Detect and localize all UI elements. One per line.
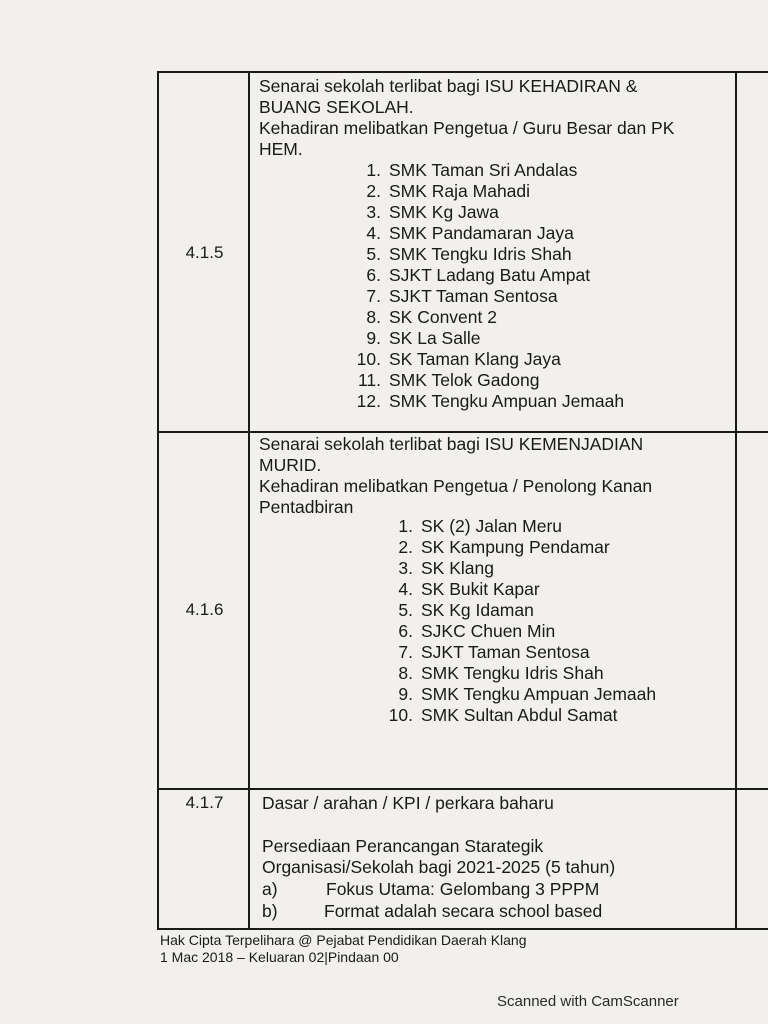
list-item [383, 579, 656, 600]
item-number: 6. [398, 621, 413, 641]
body-line: Persediaan Perancangan Starategik [262, 836, 544, 856]
title-line: Senarai sekolah terlibat bagi ISU KEMENJADIAN [259, 434, 644, 454]
row-heading: Dasar / arahan / KPI / perkara baharu [262, 793, 554, 813]
list-item [383, 684, 656, 705]
body-line: Organisasi/Sekolah bagi 2021-2025 (5 tahun) [262, 857, 616, 877]
item-text: SMK Taman Sri Andalas [389, 160, 578, 180]
list-item [383, 558, 656, 579]
item-text: SMK Tengku Ampuan Jemaah [389, 391, 625, 411]
item-number: 10. [388, 705, 413, 725]
list-item [383, 705, 656, 726]
list-item [351, 265, 624, 286]
list-item [351, 202, 624, 223]
row-number: 4.1.7 [185, 793, 224, 812]
item-number: 5. [398, 600, 413, 620]
list-item [351, 181, 624, 202]
document-table [157, 71, 768, 930]
item-number: 4. [398, 579, 413, 599]
list-item [351, 286, 624, 307]
item-text: SK Kg Idaman [421, 600, 534, 620]
item-number: 9. [366, 328, 381, 348]
list-item [383, 663, 656, 684]
item-number: 7. [366, 286, 381, 306]
list-item [351, 307, 624, 328]
item-number: 5. [366, 244, 381, 264]
title-line: BUANG SEKOLAH. [259, 97, 414, 117]
item-text: SMK Tengku Ampuan Jemaah [421, 684, 657, 704]
footer [160, 932, 527, 966]
item-text: SJKT Ladang Batu Ampat [389, 265, 591, 285]
sub-item-text: Format adalah secara school based [324, 901, 603, 921]
sub-item [262, 879, 599, 900]
item-text: SMK Tengku Idris Shah [421, 663, 604, 683]
item-text: SK Kampung Pendamar [421, 537, 610, 557]
note-line: Kehadiran melibatkan Pengetua / Penolong Kanan [259, 476, 653, 496]
item-text: SMK Sultan Abdul Samat [421, 705, 618, 725]
item-number: 2. [398, 537, 413, 557]
list-item [351, 349, 624, 370]
item-text: SK Convent 2 [389, 307, 497, 327]
item-text: SMK Kg Jawa [389, 202, 499, 222]
sub-item-label: a) [262, 879, 278, 899]
item-text: SK Klang [421, 558, 494, 578]
item-number: 12. [356, 391, 381, 411]
list-item [383, 516, 656, 537]
list-item [383, 621, 656, 642]
item-number: 1. [366, 160, 381, 180]
item-number: 11. [357, 370, 381, 390]
row-divider-2 [157, 788, 768, 790]
list-item [351, 391, 624, 412]
school-list [383, 516, 656, 726]
item-number: 2. [366, 181, 381, 201]
item-number: 8. [398, 663, 413, 683]
row-title [259, 434, 652, 518]
item-number: 4. [366, 223, 381, 243]
item-text: SMK Pandamaran Jaya [389, 223, 574, 243]
list-item [351, 160, 624, 181]
row-number: 4.1.5 [185, 243, 224, 262]
sub-item-text: Fokus Utama: Gelombang 3 PPPM [326, 879, 600, 899]
item-number: 9. [398, 684, 413, 704]
item-text: SK Bukit Kapar [421, 579, 540, 599]
list-item [383, 642, 656, 663]
footer-copyright: Hak Cipta Terpelihara @ Pejabat Pendidikan Daerah Klang [160, 932, 527, 948]
title-line: MURID. [259, 455, 322, 475]
school-list [351, 160, 624, 412]
item-number: 3. [398, 558, 413, 578]
item-text: SMK Telok Gadong [389, 370, 540, 390]
item-number: 3. [366, 202, 381, 222]
note-line: Kehadiran melibatkan Pengetua / Guru Besar dan PK [259, 118, 675, 138]
item-number: 1. [398, 516, 413, 536]
note-line: Pentadbiran [259, 497, 354, 517]
row-title [259, 76, 674, 160]
item-number: 10. [356, 349, 381, 369]
item-text: SK (2) Jalan Meru [421, 516, 563, 536]
item-text: SMK Raja Mahadi [389, 181, 531, 201]
list-item [351, 370, 624, 391]
footer-version: 1 Mac 2018 – Keluaran 02|Pindaan 00 [160, 949, 399, 965]
sub-item [262, 901, 602, 922]
row-body [262, 836, 615, 878]
title-line: Senarai sekolah terlibat bagi ISU KEHADIRAN & [259, 76, 638, 96]
item-number: 7. [398, 642, 413, 662]
item-text: SJKT Taman Sentosa [421, 642, 590, 662]
item-text: SJKC Chuen Min [421, 621, 556, 641]
row-number: 4.1.6 [185, 600, 224, 619]
row-divider-1 [157, 431, 768, 433]
item-number: 6. [366, 265, 381, 285]
list-item [383, 537, 656, 558]
list-item [351, 223, 624, 244]
list-item [383, 600, 656, 621]
list-item [351, 244, 624, 265]
item-text: SMK Tengku Idris Shah [389, 244, 572, 264]
sub-item-label: b) [262, 901, 278, 921]
item-text: SK Taman Klang Jaya [389, 349, 561, 369]
list-item [351, 328, 624, 349]
note-line: HEM. [259, 139, 303, 159]
item-number: 8. [366, 307, 381, 327]
item-text: SK La Salle [389, 328, 481, 348]
scanner-watermark: Scanned with CamScanner [497, 993, 679, 1010]
column-divider-right [735, 73, 737, 928]
item-text: SJKT Taman Sentosa [389, 286, 558, 306]
